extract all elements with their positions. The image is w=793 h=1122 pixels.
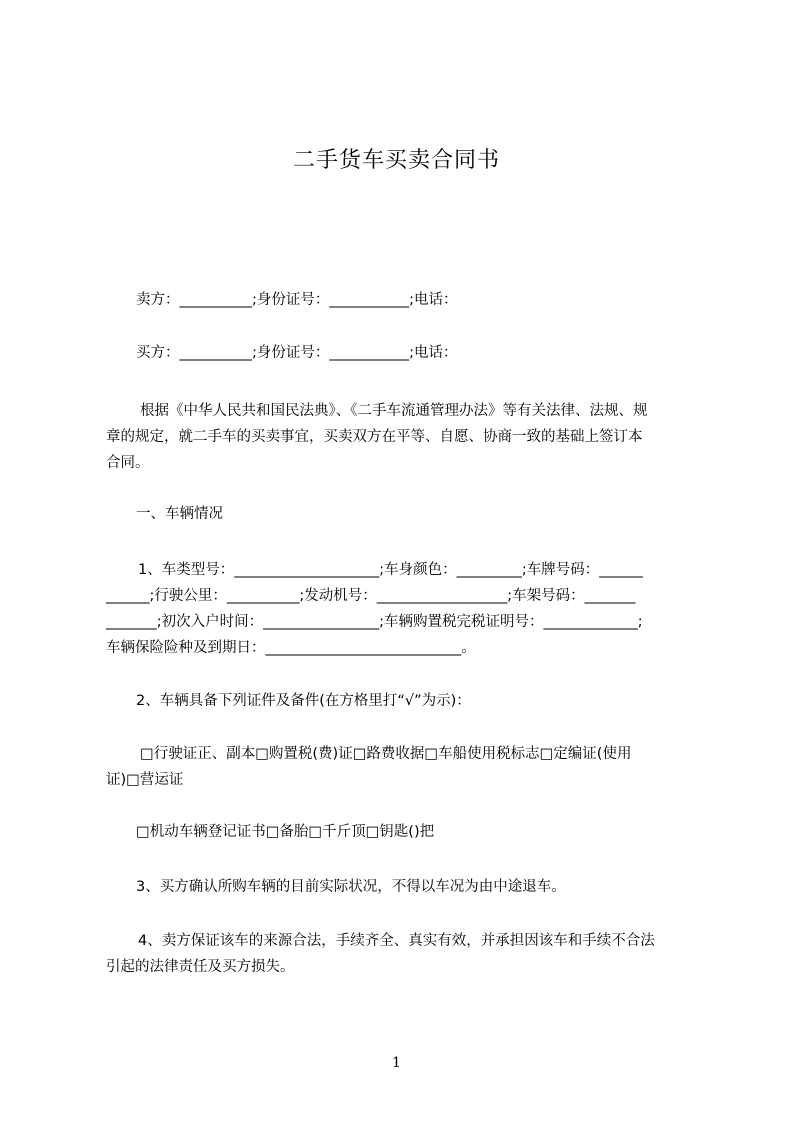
documents-heading: 2、车辆具备下列证件及备件(在方格里打“√”为示)： <box>136 693 471 709</box>
accessories-checklist-line: □机动车辆登记证书□备胎□千斤顶□钥匙()把 <box>136 824 435 840</box>
vehicle-info-line-2: ______;行驶公里：__________;发动机号：__________________;车架号码：_______ <box>106 588 636 604</box>
documents-checklist-line-1: □行驶证正、副本□购置税(费)证□路费收据□车船使用税标志□定编证(使用 <box>140 746 632 762</box>
preamble-line-1: 根据《中华人民共和国民法典》、《二手车流通管理办法》等有关法律、法规、规 <box>140 403 648 419</box>
seller-info-line: 卖方：__________;身份证号：___________;电话： <box>136 292 458 308</box>
vehicle-info-line-3: _______;初次入户时间：________________;车辆购置税完税证明号：_____________; <box>106 614 643 630</box>
preamble-line-3: 合同。 <box>106 455 150 471</box>
documents-checklist-line-2: 证)□营运证 <box>106 772 184 788</box>
vehicle-info-line-4: 车辆保险险种及到期日：___________________________。 <box>106 640 476 656</box>
document-title: 二手货车买卖合同书 <box>292 148 500 173</box>
clause-4-line-1: 4、卖方保证该车的来源合法，手续齐全、真实有效，并承担因该车和手续不合法 <box>138 933 655 949</box>
clause-4-line-2: 引起的法律责任及买方损失。 <box>106 959 295 975</box>
page-number: 1 <box>392 1055 401 1071</box>
preamble-line-2: 章的规定，就二手车的买卖事宜，买卖双方在平等、自愿、协商一致的基础上签订本 <box>106 429 643 445</box>
clause-3: 3、买方确认所购车辆的目前实际状况，不得以车况为由中途退车。 <box>136 879 566 895</box>
section-1-heading: 一、车辆情况 <box>136 506 223 522</box>
vehicle-info-line-1: 1、车类型号：____________________;车身颜色：_________;车牌号码：______ <box>138 562 643 578</box>
buyer-info-line: 买方：__________;身份证号：___________;电话： <box>136 345 458 361</box>
